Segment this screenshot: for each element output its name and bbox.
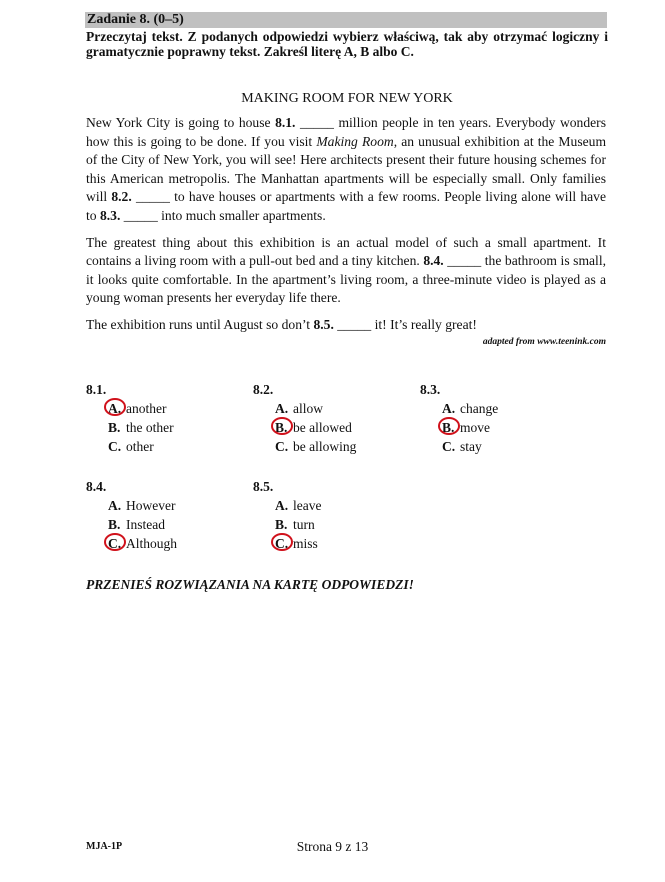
option-c[interactable] xyxy=(86,437,174,456)
option-text: stay xyxy=(460,439,482,454)
option-letter: A. xyxy=(108,498,122,513)
option-letter: A. xyxy=(442,401,456,416)
text-run: New York City is going to house xyxy=(86,115,276,130)
exam-code: MJA-1P xyxy=(86,841,123,852)
option-b[interactable] xyxy=(420,418,498,437)
option-c[interactable] xyxy=(253,534,321,553)
gap-number-8-2: 8.2. xyxy=(111,189,132,205)
question-8-4 xyxy=(86,478,177,553)
option-text: Although xyxy=(126,536,178,551)
option-a[interactable] xyxy=(253,399,356,418)
question-8-1 xyxy=(86,381,174,456)
option-letter: C. xyxy=(442,439,456,454)
question-number: 8.3. xyxy=(420,382,441,397)
question-number: 8.2. xyxy=(253,382,274,397)
option-a[interactable] xyxy=(86,399,174,418)
answer-circle xyxy=(104,533,126,551)
article-source: adapted from www.teenink.com xyxy=(482,337,606,347)
option-a[interactable] xyxy=(86,496,177,515)
article-paragraph-2 xyxy=(86,234,606,308)
option-text: another xyxy=(126,401,167,416)
option-letter: A. xyxy=(275,401,289,416)
task-instructions: Przeczytaj tekst. Z podanych odpowiedzi wybierz właściwą, tak aby otrzymać logiczny i gramatycznie poprawny tekst. Zakreśl literę A, B albo C. xyxy=(86,29,608,59)
answer-circle xyxy=(104,398,126,416)
option-letter: C. xyxy=(108,439,122,454)
text-run: _____ into much smaller apartments. xyxy=(120,207,326,223)
page-number: Strona 9 z 13 xyxy=(296,839,369,854)
option-text: miss xyxy=(293,536,318,551)
option-text: other xyxy=(126,439,154,454)
option-text: However xyxy=(126,498,176,513)
text-run: _____ the bathroom is small, it looks quite comfortable. In the apartment’s living room, a three-minute video is played as a young woman presents her everyday life there. xyxy=(86,253,607,306)
gap-number-8-1: 8.1. xyxy=(275,115,296,130)
question-8-2 xyxy=(253,381,356,456)
option-text: change xyxy=(460,401,499,416)
text-run: The exhibition runs until August so don’t xyxy=(86,316,314,332)
option-text: the other xyxy=(126,420,174,435)
question-number: 8.1. xyxy=(86,382,107,397)
option-letter: A. xyxy=(275,498,289,513)
option-text: turn xyxy=(293,517,315,532)
option-letter: B. xyxy=(108,420,121,435)
option-letter: B. xyxy=(108,517,121,532)
option-letter: B. xyxy=(275,517,288,532)
text-run: _____ million people in ten years. Everybody wonders how this is going to be done. If you visit xyxy=(86,115,606,149)
option-a[interactable] xyxy=(420,399,498,418)
option-letter: B. xyxy=(442,418,460,437)
answer-circle xyxy=(271,533,293,551)
gap-number-8-4: 8.4. xyxy=(423,253,444,269)
option-letter: A. xyxy=(108,399,126,418)
option-letter: C. xyxy=(275,534,293,553)
option-text: be allowed xyxy=(293,420,352,435)
question-number: 8.5. xyxy=(253,479,274,494)
option-letter: C. xyxy=(108,534,126,553)
answer-circle xyxy=(438,417,460,435)
option-b[interactable] xyxy=(253,418,356,437)
option-a[interactable] xyxy=(253,496,321,515)
article-title: MAKING ROOM FOR NEW YORK xyxy=(241,91,453,106)
option-c[interactable] xyxy=(420,437,498,456)
answer-circle xyxy=(271,417,293,435)
article-paragraph-3 xyxy=(86,316,606,335)
article-paragraph-1 xyxy=(86,114,606,226)
article-body xyxy=(86,114,606,343)
option-b[interactable] xyxy=(86,515,177,534)
option-text: be allowing xyxy=(293,439,357,454)
question-8-3 xyxy=(420,381,498,456)
option-c[interactable] xyxy=(253,437,356,456)
option-letter: C. xyxy=(275,439,289,454)
gap-number-8-3: 8.3. xyxy=(99,207,121,223)
option-letter: B. xyxy=(275,418,293,437)
task-title: Zadanie 8. (0–5) xyxy=(85,12,607,28)
option-text: Instead xyxy=(126,517,165,532)
question-number: 8.4. xyxy=(86,479,107,494)
transfer-answers-note: PRZENIEŚ ROZWIĄZANIA NA KARTĘ ODPOWIEDZI! xyxy=(86,577,414,592)
option-c[interactable] xyxy=(86,534,177,553)
exhibition-title: Making Room xyxy=(316,133,394,149)
option-text: allow xyxy=(293,401,323,416)
option-b[interactable] xyxy=(86,418,174,437)
question-8-5 xyxy=(253,478,321,553)
text-run: , an unusual exhibition at the Museum of the City of New York, you will see! Here architects present their future housing schemes for this American metropolis. The Manhattan apartments will be especially small. Only families will xyxy=(86,133,607,205)
option-b[interactable] xyxy=(253,515,321,534)
text-run: _____ to have houses or apartments with a few rooms. People living alone will have to xyxy=(86,189,606,223)
option-text: leave xyxy=(293,498,322,513)
text-run: The greatest thing about this exhibition is an actual model of such a small apartment. It contains a living room with a pull-out bed and a tiny kitchen. xyxy=(86,234,606,269)
text-run: _____ it! It’s really great! xyxy=(333,316,477,332)
gap-number-8-5: 8.5. xyxy=(313,316,334,332)
option-text: move xyxy=(460,420,490,435)
